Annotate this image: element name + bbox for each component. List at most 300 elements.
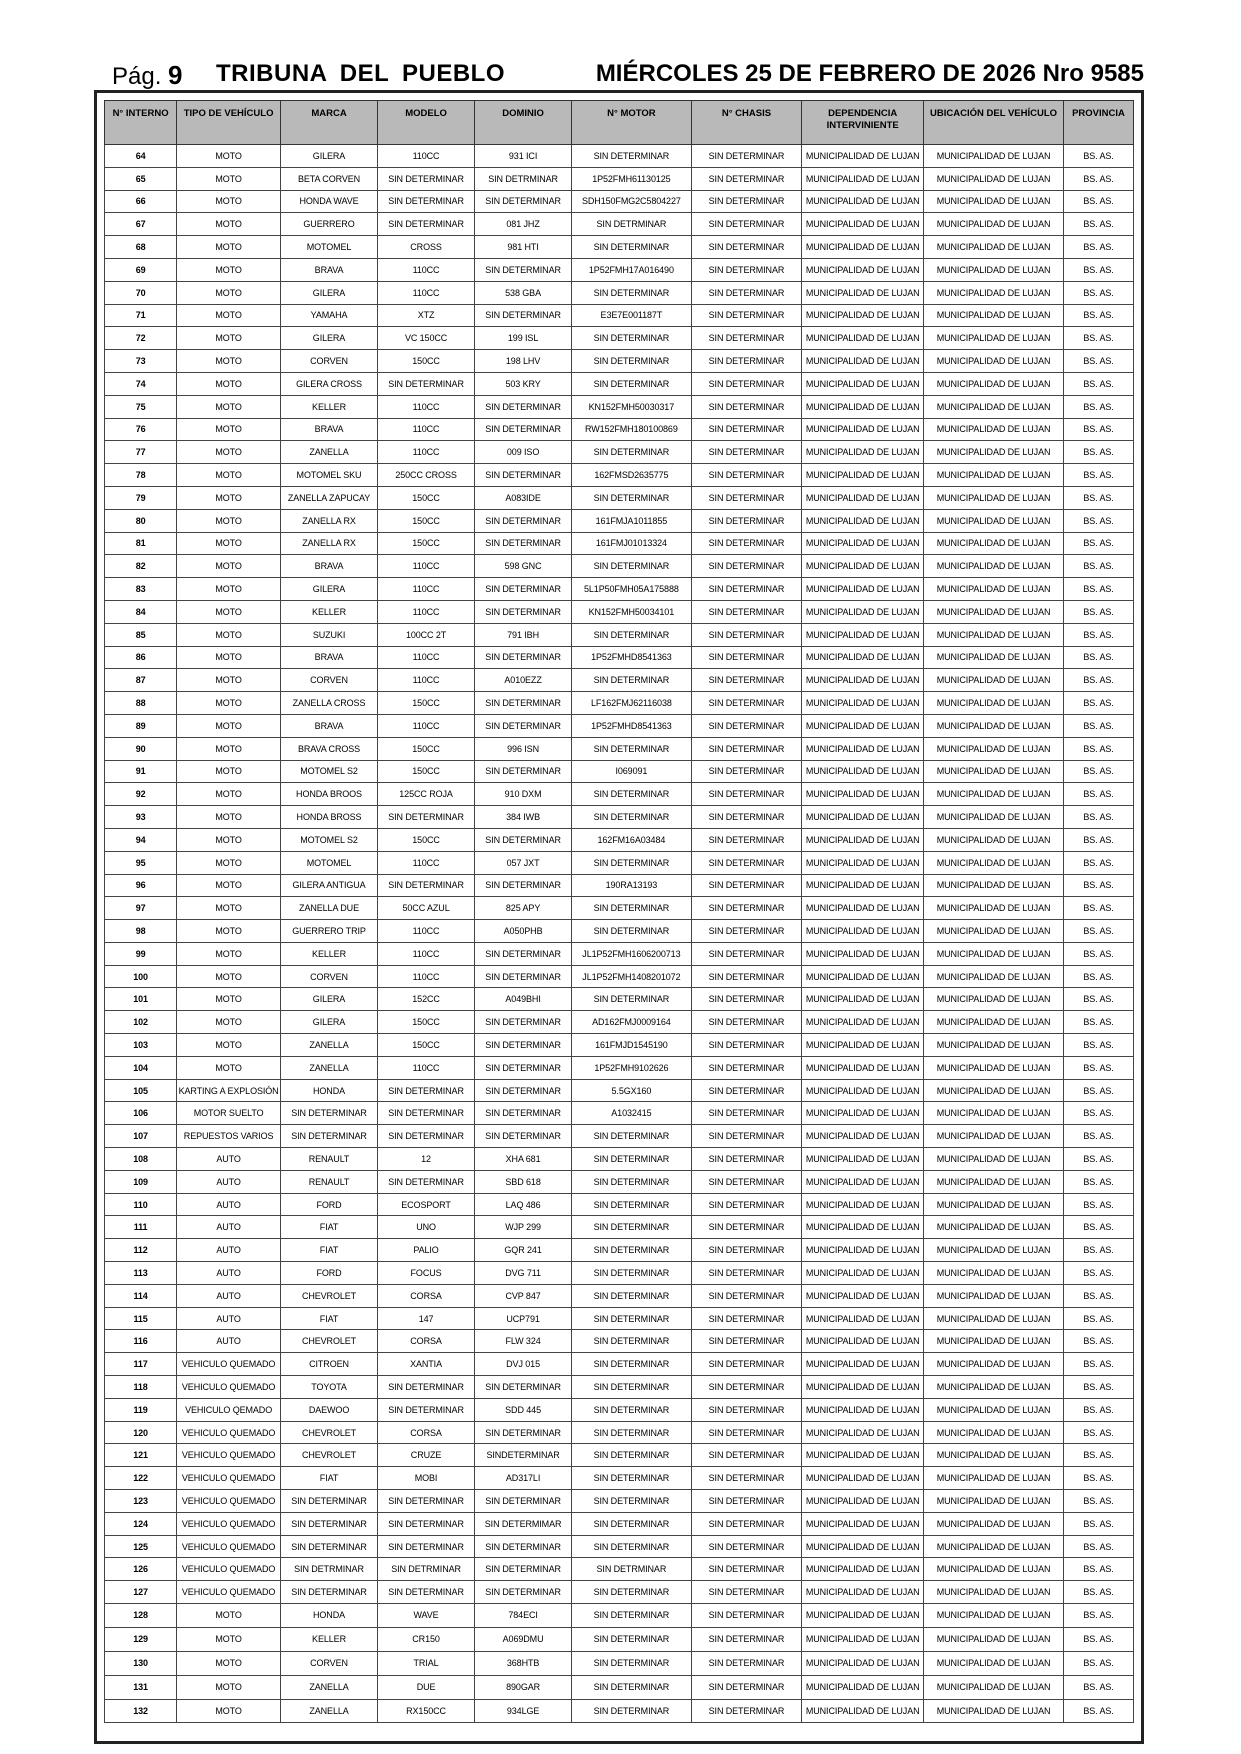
table-cell: 70: [105, 281, 177, 304]
table-cell: BS. AS.: [1064, 1675, 1134, 1699]
table-cell: SIN DETERMINAR: [572, 1262, 692, 1285]
table-cell: MOTO: [177, 372, 281, 395]
table-cell: SINDETERMINAR: [475, 1444, 572, 1467]
table-cell: MOTO: [177, 236, 281, 259]
table-cell: 161FMJA1011855: [572, 509, 692, 532]
table-cell: MUNICIPALIDAD DE LUJAN: [924, 851, 1064, 874]
table-cell: CVP 847: [475, 1284, 572, 1307]
table-cell: SIN DETERMINAR: [475, 578, 572, 601]
table-cell: SIN DETERMINAR: [691, 327, 802, 350]
table-cell: SIN DETERMINAR: [378, 1102, 475, 1125]
table-cell: 88: [105, 692, 177, 715]
table-cell: BRAVA: [281, 258, 378, 281]
table-cell: 108: [105, 1148, 177, 1171]
table-cell: MUNICIPALIDAD DE LUJAN: [802, 236, 924, 259]
table-cell: BS. AS.: [1064, 1034, 1134, 1057]
table-cell: SIN DETERMINAR: [475, 1490, 572, 1513]
table-row: [105, 1330, 1134, 1353]
table-cell: SIN DETERMINAR: [572, 1675, 692, 1699]
table-cell: 121: [105, 1444, 177, 1467]
table-cell: 057 JXT: [475, 851, 572, 874]
table-cell: A1032415: [572, 1102, 692, 1125]
table-cell: MUNICIPALIDAD DE LUJAN: [924, 1056, 1064, 1079]
table-cell: SIN DETERMINAR: [572, 1444, 692, 1467]
table-cell: SIN DETERMINAR: [691, 167, 802, 190]
table-row: [105, 1421, 1134, 1444]
table-row: [105, 350, 1134, 373]
table-row: [105, 1558, 1134, 1581]
table-cell: 50CC AZUL: [378, 897, 475, 920]
table-cell: BS. AS.: [1064, 1193, 1134, 1216]
table-cell: SIN DETERMINAR: [378, 372, 475, 395]
table-cell: 90: [105, 737, 177, 760]
table-cell: AUTO: [177, 1193, 281, 1216]
table-cell: BS. AS.: [1064, 806, 1134, 829]
table-cell: MUNICIPALIDAD DE LUJAN: [802, 1398, 924, 1421]
table-row: [105, 920, 1134, 943]
table-row: [105, 304, 1134, 327]
table-cell: 1P52FMH9102626: [572, 1056, 692, 1079]
table-row: [105, 395, 1134, 418]
table-cell: VC 150CC: [378, 327, 475, 350]
table-cell: SIN DETERMINAR: [691, 692, 802, 715]
table-cell: BS. AS.: [1064, 304, 1134, 327]
table-cell: SIN DETERMINAR: [475, 600, 572, 623]
table-cell: 368HTB: [475, 1651, 572, 1675]
table-cell: MUNICIPALIDAD DE LUJAN: [802, 509, 924, 532]
table-cell: 92: [105, 783, 177, 806]
table-cell: MOTO: [177, 167, 281, 190]
table-row: [105, 965, 1134, 988]
table-cell: 74: [105, 372, 177, 395]
table-cell: AUTO: [177, 1330, 281, 1353]
table-row: [105, 737, 1134, 760]
table-cell: SIN DETERMINAR: [691, 1239, 802, 1262]
table-row: [105, 623, 1134, 646]
table-row: [105, 509, 1134, 532]
table-cell: MUNICIPALIDAD DE LUJAN: [924, 464, 1064, 487]
table-cell: SIN DETERMINAR: [691, 486, 802, 509]
table-cell: CRUZE: [378, 1444, 475, 1467]
table-cell: MUNICIPALIDAD DE LUJAN: [802, 1216, 924, 1239]
table-cell: MUNICIPALIDAD DE LUJAN: [924, 532, 1064, 555]
table-cell: FIAT: [281, 1239, 378, 1262]
table-cell: 124: [105, 1512, 177, 1535]
table-cell: BS. AS.: [1064, 714, 1134, 737]
table-row: [105, 1011, 1134, 1034]
table-cell: MUNICIPALIDAD DE LUJAN: [924, 874, 1064, 897]
table-cell: MUNICIPALIDAD DE LUJAN: [802, 1148, 924, 1171]
table-cell: MOBI: [378, 1467, 475, 1490]
table-row: [105, 600, 1134, 623]
table-cell: MUNICIPALIDAD DE LUJAN: [924, 486, 1064, 509]
table-cell: SIN DETERMINAR: [572, 327, 692, 350]
table-cell: SIN DETERMINAR: [572, 555, 692, 578]
table-cell: SIN DETERMINAR: [378, 1376, 475, 1399]
table-cell: 110CC: [378, 281, 475, 304]
table-cell: CHEVROLET: [281, 1444, 378, 1467]
table-cell: MUNICIPALIDAD DE LUJAN: [924, 1239, 1064, 1262]
table-cell: SIN DETERMINAR: [691, 737, 802, 760]
table-cell: BS. AS.: [1064, 258, 1134, 281]
table-cell: SIN DETERMINAR: [475, 464, 572, 487]
table-cell: BS. AS.: [1064, 1627, 1134, 1651]
table-cell: ECOSPORT: [378, 1193, 475, 1216]
column-header: DEPENDENCIA INTERVINIENTE: [802, 101, 924, 145]
table-cell: BS. AS.: [1064, 942, 1134, 965]
table-cell: SIN DETERMINAR: [572, 236, 692, 259]
table-cell: SIN DETERMINAR: [691, 418, 802, 441]
table-cell: 981 HTI: [475, 236, 572, 259]
newspaper-title: TRIBUNA DEL PUEBLO: [216, 60, 506, 87]
table-cell: BRAVA: [281, 418, 378, 441]
table-row: [105, 258, 1134, 281]
table-cell: A010EZZ: [475, 669, 572, 692]
table-cell: RENAULT: [281, 1170, 378, 1193]
table-cell: SIN DETERMINAR: [475, 1581, 572, 1604]
table-cell: AUTO: [177, 1262, 281, 1285]
table-cell: SIN DETERMINAR: [572, 1307, 692, 1330]
table-cell: MOTO: [177, 646, 281, 669]
table-cell: SIN DETERMINAR: [475, 1079, 572, 1102]
table-cell: MUNICIPALIDAD DE LUJAN: [924, 327, 1064, 350]
table-cell: SIN DETERMINAR: [475, 1102, 572, 1125]
table-cell: XTZ: [378, 304, 475, 327]
table-cell: VEHICULO QUEMADO: [177, 1558, 281, 1581]
table-cell: MOTO: [177, 213, 281, 236]
table-cell: MOTO: [177, 464, 281, 487]
table-cell: 125: [105, 1535, 177, 1558]
table-cell: MUNICIPALIDAD DE LUJAN: [924, 441, 1064, 464]
table-cell: MUNICIPALIDAD DE LUJAN: [802, 1056, 924, 1079]
table-cell: 79: [105, 486, 177, 509]
table-cell: 84: [105, 600, 177, 623]
table-cell: 161FMJ01013324: [572, 532, 692, 555]
table-cell: KN152FMH50034101: [572, 600, 692, 623]
column-header: MODELO: [378, 101, 475, 145]
table-cell: 82: [105, 555, 177, 578]
table-cell: SIN DETERMINAR: [691, 1558, 802, 1581]
table-row: [105, 372, 1134, 395]
table-cell: SIN DETERMINAR: [475, 828, 572, 851]
table-cell: MUNICIPALIDAD DE LUJAN: [924, 395, 1064, 418]
table-cell: MUNICIPALIDAD DE LUJAN: [802, 1467, 924, 1490]
table-cell: MOTO: [177, 190, 281, 213]
table-cell: BS. AS.: [1064, 1444, 1134, 1467]
table-cell: SIN DETERMINAR: [475, 1056, 572, 1079]
table-cell: MUNICIPALIDAD DE LUJAN: [924, 623, 1064, 646]
table-cell: BS. AS.: [1064, 1512, 1134, 1535]
table-cell: BS. AS.: [1064, 669, 1134, 692]
table-cell: MUNICIPALIDAD DE LUJAN: [802, 1535, 924, 1558]
table-cell: MUNICIPALIDAD DE LUJAN: [802, 486, 924, 509]
table-cell: 81: [105, 532, 177, 555]
table-cell: SIN DETERMINAR: [691, 1604, 802, 1628]
table-cell: YAMAHA: [281, 304, 378, 327]
table-cell: 110CC: [378, 395, 475, 418]
table-cell: MOTO: [177, 441, 281, 464]
table-cell: SIN DETERMINAR: [378, 1512, 475, 1535]
table-cell: CORSA: [378, 1421, 475, 1444]
table-cell: FIAT: [281, 1307, 378, 1330]
table-row: [105, 1699, 1134, 1723]
table-cell: SIN DETERMINAR: [572, 372, 692, 395]
table-cell: MUNICIPALIDAD DE LUJAN: [802, 942, 924, 965]
column-header: TIPO DE VEHÍCULO: [177, 101, 281, 145]
table-cell: GUERRERO TRIP: [281, 920, 378, 943]
table-row: [105, 1490, 1134, 1513]
table-cell: SIN DETERMINAR: [572, 623, 692, 646]
table-cell: SBD 618: [475, 1170, 572, 1193]
table-cell: SIN DETERMINAR: [572, 1216, 692, 1239]
table-cell: BS. AS.: [1064, 464, 1134, 487]
table-cell: MUNICIPALIDAD DE LUJAN: [924, 828, 1064, 851]
table-row: [105, 281, 1134, 304]
table-cell: I069091: [572, 760, 692, 783]
table-cell: SIN DETERMINAR: [378, 1079, 475, 1102]
table-cell: SIN DETERMINAR: [691, 806, 802, 829]
table-cell: SIN DETERMINAR: [475, 942, 572, 965]
table-cell: MOTOMEL S2: [281, 760, 378, 783]
table-cell: MOTO: [177, 1675, 281, 1699]
table-cell: KARTING A EXPLOSIÓN: [177, 1079, 281, 1102]
table-cell: SIN DETERMINAR: [572, 1421, 692, 1444]
table-cell: VEHICULO QEMADO: [177, 1398, 281, 1421]
table-cell: KELLER: [281, 1627, 378, 1651]
table-cell: SIN DETERMINAR: [691, 441, 802, 464]
table-row: [105, 942, 1134, 965]
table-cell: MOTO: [177, 327, 281, 350]
table-cell: MOTO: [177, 692, 281, 715]
table-cell: MUNICIPALIDAD DE LUJAN: [924, 1535, 1064, 1558]
table-row: [105, 1581, 1134, 1604]
table-cell: SIN DETERMINAR: [475, 1125, 572, 1148]
header-row: [105, 101, 1134, 145]
table-cell: MUNICIPALIDAD DE LUJAN: [802, 806, 924, 829]
table-cell: MOTOMEL: [281, 236, 378, 259]
table-cell: 99: [105, 942, 177, 965]
table-cell: HONDA: [281, 1079, 378, 1102]
table-cell: 72: [105, 327, 177, 350]
table-cell: SIN DETERMINAR: [572, 851, 692, 874]
table-cell: BS. AS.: [1064, 1581, 1134, 1604]
table-cell: MUNICIPALIDAD DE LUJAN: [802, 1330, 924, 1353]
table-cell: BS. AS.: [1064, 1353, 1134, 1376]
table-cell: BS. AS.: [1064, 145, 1134, 168]
table-cell: SIN DETERMINAR: [691, 1581, 802, 1604]
table-cell: BS. AS.: [1064, 213, 1134, 236]
column-header: MARCA: [281, 101, 378, 145]
table-cell: A069DMU: [475, 1627, 572, 1651]
table-cell: SIN DETERMINAR: [691, 1535, 802, 1558]
table-cell: 150CC: [378, 1011, 475, 1034]
table-cell: AUTO: [177, 1284, 281, 1307]
table-cell: SIN DETERMINAR: [691, 1675, 802, 1699]
table-cell: SIN DETERMINAR: [572, 1239, 692, 1262]
table-row: [105, 327, 1134, 350]
table-cell: A050PHB: [475, 920, 572, 943]
table-cell: SIN DETERMINAR: [475, 1011, 572, 1034]
table-cell: SIN DETERMINAR: [475, 190, 572, 213]
table-cell: MUNICIPALIDAD DE LUJAN: [802, 1512, 924, 1535]
table-cell: A083IDE: [475, 486, 572, 509]
table-cell: SIN DETERMINAR: [378, 1490, 475, 1513]
table-row: [105, 1398, 1134, 1421]
table-cell: RW152FMH180100869: [572, 418, 692, 441]
table-cell: SIN DETERMINAR: [572, 1535, 692, 1558]
table-cell: BS. AS.: [1064, 1421, 1134, 1444]
table-cell: MUNICIPALIDAD DE LUJAN: [924, 783, 1064, 806]
table-cell: MUNICIPALIDAD DE LUJAN: [924, 418, 1064, 441]
table-cell: 94: [105, 828, 177, 851]
issue-date: MIÉRCOLES 25 DE FEBRERO DE 2026 Nro 9585: [595, 60, 1144, 87]
table-cell: MOTO: [177, 988, 281, 1011]
table-cell: BS. AS.: [1064, 1376, 1134, 1399]
table-cell: BS. AS.: [1064, 623, 1134, 646]
table-cell: 114: [105, 1284, 177, 1307]
table-cell: MOTO: [177, 965, 281, 988]
table-cell: 538 GBA: [475, 281, 572, 304]
table-cell: MUNICIPALIDAD DE LUJAN: [802, 600, 924, 623]
table-cell: MUNICIPALIDAD DE LUJAN: [924, 372, 1064, 395]
table-cell: SIN DETERMINAR: [691, 1651, 802, 1675]
table-cell: MUNICIPALIDAD DE LUJAN: [924, 509, 1064, 532]
table-cell: BS. AS.: [1064, 1284, 1134, 1307]
table-cell: 75: [105, 395, 177, 418]
table-cell: SIN DETERMINAR: [691, 1627, 802, 1651]
table-cell: BS. AS.: [1064, 760, 1134, 783]
table-cell: SIN DETERMINAR: [691, 1353, 802, 1376]
table-cell: BS. AS.: [1064, 1102, 1134, 1125]
table-cell: FIAT: [281, 1216, 378, 1239]
table-cell: AD317LI: [475, 1467, 572, 1490]
table-cell: GILERA: [281, 988, 378, 1011]
table-cell: MUNICIPALIDAD DE LUJAN: [802, 737, 924, 760]
table-cell: 996 ISN: [475, 737, 572, 760]
table-cell: SDD 445: [475, 1398, 572, 1421]
table-cell: MUNICIPALIDAD DE LUJAN: [924, 1102, 1064, 1125]
table-cell: SIN DETERMINAR: [691, 783, 802, 806]
table-cell: 1P52FMHD8541363: [572, 714, 692, 737]
table-cell: 198 LHV: [475, 350, 572, 373]
table-cell: 5L1P50FMH05A175888: [572, 578, 692, 601]
table-cell: MUNICIPALIDAD DE LUJAN: [924, 236, 1064, 259]
table-cell: MUNICIPALIDAD DE LUJAN: [924, 1444, 1064, 1467]
table-cell: MUNICIPALIDAD DE LUJAN: [924, 760, 1064, 783]
table-cell: MOTO: [177, 920, 281, 943]
table-cell: SIN DETERMINAR: [691, 1307, 802, 1330]
table-cell: SIN DETERMINAR: [691, 555, 802, 578]
table-cell: SIN DETERMINAR: [475, 874, 572, 897]
table-cell: 5.5GX160: [572, 1079, 692, 1102]
table-cell: SIN DETERMINAR: [572, 1490, 692, 1513]
table-cell: MUNICIPALIDAD DE LUJAN: [924, 578, 1064, 601]
table-cell: SIN DETERMINAR: [572, 1193, 692, 1216]
table-cell: 126: [105, 1558, 177, 1581]
table-cell: MUNICIPALIDAD DE LUJAN: [924, 1330, 1064, 1353]
table-row: [105, 1651, 1134, 1675]
table-cell: SIN DETERMINAR: [691, 372, 802, 395]
table-cell: GUERRERO: [281, 213, 378, 236]
table-row: [105, 1675, 1134, 1699]
table-cell: FORD: [281, 1193, 378, 1216]
table-cell: BS. AS.: [1064, 1307, 1134, 1330]
table-cell: FORD: [281, 1262, 378, 1285]
table-row: [105, 1512, 1134, 1535]
table-cell: BS. AS.: [1064, 372, 1134, 395]
table-row: [105, 760, 1134, 783]
table-cell: 784ECI: [475, 1604, 572, 1628]
table-row: [105, 486, 1134, 509]
table-cell: 152CC: [378, 988, 475, 1011]
table-cell: SIN DETERMINAR: [572, 441, 692, 464]
table-cell: MUNICIPALIDAD DE LUJAN: [802, 692, 924, 715]
table-cell: MUNICIPALIDAD DE LUJAN: [924, 258, 1064, 281]
table-cell: 1P52FMHD8541363: [572, 646, 692, 669]
table-cell: VEHICULO QUEMADO: [177, 1421, 281, 1444]
table-row: [105, 669, 1134, 692]
table-row: [105, 145, 1134, 168]
table-cell: MUNICIPALIDAD DE LUJAN: [802, 578, 924, 601]
table-cell: 119: [105, 1398, 177, 1421]
table-cell: 162FMSD2635775: [572, 464, 692, 487]
table-cell: SIN DETERMINAR: [691, 1011, 802, 1034]
table-cell: 105: [105, 1079, 177, 1102]
table-cell: SIN DETERMINAR: [691, 1216, 802, 1239]
table-row: [105, 167, 1134, 190]
table-cell: MUNICIPALIDAD DE LUJAN: [802, 1604, 924, 1628]
table-cell: FLW 324: [475, 1330, 572, 1353]
table-cell: SIN DETERMINAR: [691, 145, 802, 168]
table-cell: SIN DETERMINAR: [572, 1512, 692, 1535]
table-cell: MUNICIPALIDAD DE LUJAN: [924, 1284, 1064, 1307]
table-cell: SIN DETERMINAR: [572, 783, 692, 806]
table-cell: 66: [105, 190, 177, 213]
table-cell: DVG 711: [475, 1262, 572, 1285]
table-cell: MUNICIPALIDAD DE LUJAN: [924, 1216, 1064, 1239]
table-cell: MOTO: [177, 258, 281, 281]
table-cell: 110CC: [378, 669, 475, 692]
table-cell: SIN DETERMINAR: [572, 145, 692, 168]
table-cell: 68: [105, 236, 177, 259]
table-row: [105, 851, 1134, 874]
table-cell: BS. AS.: [1064, 897, 1134, 920]
table-cell: SIN DETERMINAR: [691, 1467, 802, 1490]
table-cell: MOTO: [177, 737, 281, 760]
table-row: [105, 1262, 1134, 1285]
table-cell: BS. AS.: [1064, 236, 1134, 259]
table-cell: SIN DETERMINAR: [378, 806, 475, 829]
table-cell: SIN DETERMINAR: [691, 213, 802, 236]
table-cell: VEHICULO QUEMADO: [177, 1512, 281, 1535]
table-cell: SIN DETERMINAR: [691, 1193, 802, 1216]
table-cell: SIN DETERMINAR: [572, 806, 692, 829]
table-cell: MOTO: [177, 1034, 281, 1057]
table-cell: MUNICIPALIDAD DE LUJAN: [802, 1558, 924, 1581]
table-cell: 112: [105, 1239, 177, 1262]
table-cell: SIN DETERMINAR: [691, 1421, 802, 1444]
table-cell: JL1P52FMH1606200713: [572, 942, 692, 965]
table-cell: SIN DETERMINAR: [691, 646, 802, 669]
table-cell: MUNICIPALIDAD DE LUJAN: [924, 965, 1064, 988]
table-cell: 199 ISL: [475, 327, 572, 350]
table-cell: SIN DETERMINAR: [281, 1102, 378, 1125]
table-cell: MUNICIPALIDAD DE LUJAN: [924, 1421, 1064, 1444]
table-cell: BS. AS.: [1064, 851, 1134, 874]
table-cell: 97: [105, 897, 177, 920]
table-cell: SIN DETERMINAR: [572, 350, 692, 373]
table-cell: 86: [105, 646, 177, 669]
